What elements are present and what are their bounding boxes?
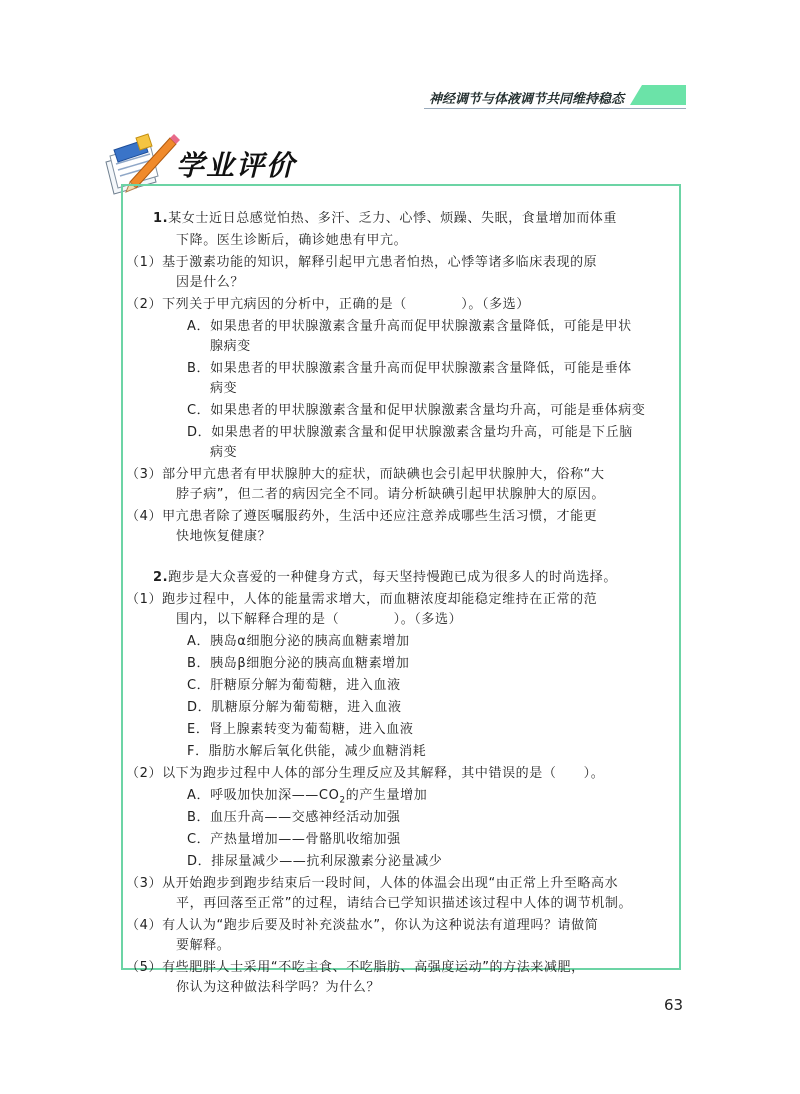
q2-sub1-option-e: E．肾上腺素转变为葡萄糖，进入血液 <box>187 722 414 737</box>
q2-sub1-line2: 围内，以下解释合理的是（ ）。（多选） <box>176 612 463 627</box>
q2-sub2-option-a-subscript: 2 <box>339 795 346 806</box>
q1-option-d-line2: 病变 <box>210 445 238 460</box>
q2-sub2-line1: （2）以下为跑步过程中人体的部分生理反应及其解释，其中错误的是（ ）。 <box>126 766 605 781</box>
q1-sub2-line1: （2）下列关于甲亢病因的分析中，正确的是（ ）。（多选） <box>126 297 530 312</box>
q1-sub3-line2: 脖子病”，但二者的病因完全不同。请分析缺碘引起甲状腺肿大的原因。 <box>176 487 605 502</box>
q2-sub2-option-c: C．产热量增加——骨骼肌收缩加强 <box>187 832 401 847</box>
q2-sub4-line2: 要解释。 <box>176 938 231 953</box>
q1-sub3-line1: （3）部分甲亢患者有甲状腺肿大的症状，而缺碘也会引起甲状腺肿大，俗称“大 <box>126 467 605 482</box>
header-divider <box>424 108 686 109</box>
q1-stem-line2: 下降。医生诊断后，确诊她患有甲亢。 <box>176 233 408 248</box>
q2-sub2-option-a-post: 的产生量增加 <box>345 788 428 803</box>
q1-option-b-line2: 病变 <box>210 381 238 396</box>
q2-sub1-option-a: A．胰岛α细胞分泌的胰高血糖素增加 <box>187 634 410 649</box>
q2-sub1-option-c: C．肝糖原分解为葡萄糖，进入血液 <box>187 678 401 693</box>
q1-stem-line1: 某女士近日总感觉怕热、多汗、乏力、心悸、烦躁、失眠，食量增加而体重 <box>168 211 617 226</box>
q1-sub1-line2: 因是什么？ <box>176 275 245 290</box>
q1-sub4-line2: 快地恢复健康？ <box>176 529 272 544</box>
q2-sub5-line1: （5）有些肥胖人士采用“不吃主食、不吃脂肪、高强度运动”的方法来减肥， <box>126 960 585 975</box>
q2-sub1-option-d: D．肌糖原分解为葡萄糖，进入血液 <box>187 700 402 715</box>
q2-stem-line1: 跑步是大众喜爱的一种健身方式，每天坚持慢跑已成为很多人的时尚选择。 <box>168 570 617 585</box>
chapter-title: 神经调节与体液调节共同维持稳态 <box>428 92 624 107</box>
q1-option-d-line1: D．如果患者的甲状腺激素含量和促甲状腺激素含量均升高，可能是下丘脑 <box>187 425 633 440</box>
q1-option-c: C．如果患者的甲状腺激素含量和促甲状腺激素含量均升高，可能是垂体病变 <box>187 403 646 418</box>
header-accent-bar <box>630 85 686 105</box>
q2-sub1-option-f: F．脂肪水解后氧化供能，减少血糖消耗 <box>187 744 427 759</box>
q2-sub2-option-b: B．血压升高——交感神经活动加强 <box>187 810 401 825</box>
q2-sub1-line1: （1）跑步过程中，人体的能量需求增大，而血糖浓度却能稳定维持在正常的范 <box>126 592 598 607</box>
q2-stem <box>153 568 617 588</box>
q1-sub1-line1: （1）基于激素功能的知识，解释引起甲亢患者怕热，心悸等诸多临床表现的原 <box>126 255 598 270</box>
q2-sub2-option-a <box>187 786 427 811</box>
q2-sub4-line1: （4）有人认为“跑步后要及时补充淡盐水”，你认为这种说法有道理吗？请做简 <box>126 918 599 933</box>
q1-option-a-line1: A．如果患者的甲状腺激素含量升高而促甲状腺激素含量降低，可能是甲状 <box>187 319 632 334</box>
q1-number: 1. <box>153 211 169 226</box>
q2-sub3-line2: 平，再回落至正常”的过程，请结合已学知识描述该过程中人体的调节机制。 <box>176 896 633 911</box>
q2-sub3-line1: （3）从开始跑步到跑步结束后一段时间，人体的体温会出现“由正常上升至略高水 <box>126 876 619 891</box>
q2-sub1-option-b: B．胰岛β细胞分泌的胰高血糖素增加 <box>187 656 410 671</box>
q1-sub4-line1: （4）甲亢患者除了遵医嘱服药外，生活中还应注意养成哪些生活习惯，才能更 <box>126 509 598 524</box>
q2-sub2-option-a-pre: A．呼吸加快加深——CO <box>187 788 340 803</box>
q2-number: 2. <box>153 570 169 585</box>
q2-sub5-line2: 你认为这种做法科学吗？为什么？ <box>176 980 381 995</box>
q1-stem <box>153 209 617 229</box>
page-number: 63 <box>664 996 684 1014</box>
section-title: 学业评价 <box>176 149 297 182</box>
q1-option-a-line2: 腺病变 <box>210 339 251 354</box>
q1-option-b-line1: B．如果患者的甲状腺激素含量升高而促甲状腺激素含量降低，可能是垂体 <box>187 361 632 376</box>
q2-sub2-option-d: D．排尿量减少——抗利尿激素分泌量减少 <box>187 854 443 869</box>
